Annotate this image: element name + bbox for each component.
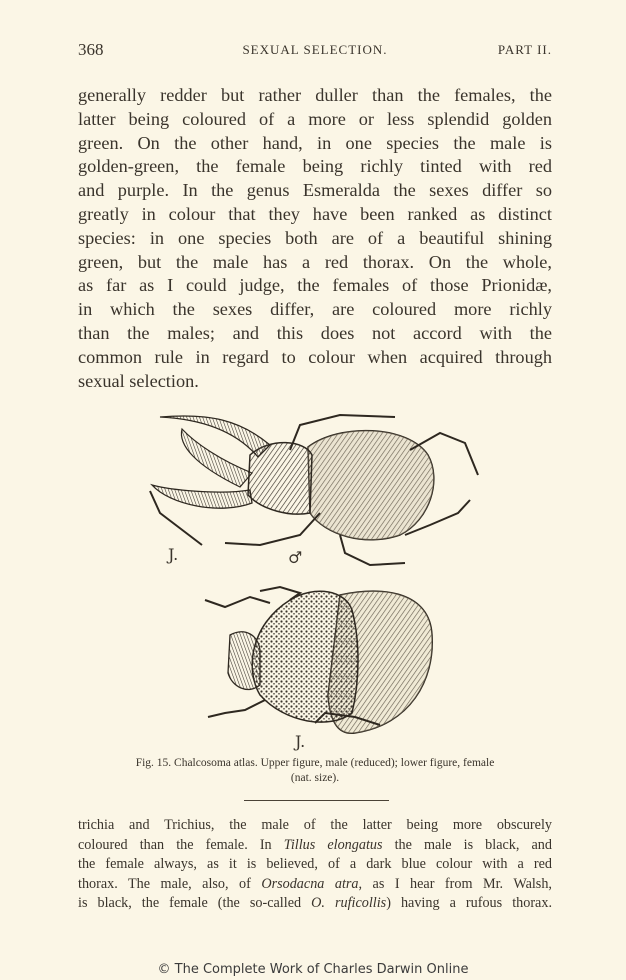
text-line: green. On the other hand, in one species the male is [78, 132, 552, 153]
male-symbol: ♂ [288, 548, 303, 567]
beetle-engraving [140, 395, 490, 755]
text-line: generally redder but rather duller than the females, the [78, 85, 552, 105]
small-text-line: thorax. The male, also, of Orsodacna atra, as I hear from Mr. Walsh, [78, 875, 552, 892]
engraver-signature-upper: J. [168, 545, 179, 564]
text-line: green, but the male has a red thorax. On the whole, [78, 251, 552, 272]
small-print-paragraph [78, 816, 552, 914]
running-title: SEXUAL SELECTION. [242, 42, 388, 57]
copyright-footer: © The Complete Work of Charles Darwin Online [157, 962, 469, 977]
figure-caption [90, 756, 540, 786]
engraver-signature-lower: J. [295, 732, 306, 751]
text-line: sexual selection. [78, 370, 199, 391]
section-divider [244, 800, 389, 801]
part-label: PART II. [497, 42, 552, 57]
text-line: common rule in regard to colour when acquired through [78, 346, 552, 367]
italic-term: O. ruficollis [311, 895, 387, 911]
body-paragraph [78, 84, 552, 393]
page-header [78, 40, 552, 62]
small-text-line: trichia and Trichius, the male of the latter being more obscurely [78, 817, 552, 833]
male-beetle-drawing [150, 415, 478, 567]
caption-line-1: Fig. 15. Chalcosoma atlas. Upper figure, male (reduced); lower figure, female [135, 757, 495, 769]
text-line: and purple. In the genus Esmeralda the sexes differ so [78, 180, 552, 201]
page-number: 368 [78, 40, 104, 59]
text-line: than the males; and this does not accord with the [78, 322, 552, 343]
small-text-line: coloured than the female. In Tillus elongatus the male is black, and [78, 836, 552, 853]
female-beetle-drawing [205, 587, 432, 751]
text-line: latter being coloured of a more or less splendid golden [78, 108, 552, 129]
caption-line-2: (nat. size). [290, 772, 340, 784]
small-text-line: is black, the female (the so-called O. ruficollis) having a rufous thorax. [78, 895, 552, 911]
text-line: species: in one species both are of a beautiful shining [78, 227, 552, 248]
text-line: in which the sexes differ, are coloured more richly [78, 299, 552, 320]
italic-term: Tillus elongatus [283, 836, 383, 853]
text-line: as far as I could judge, the females of those Prionidæ, [78, 275, 552, 296]
figure-chalcosoma-atlas [140, 395, 490, 755]
text-line: golden-green, the female being richly tinted with red [78, 156, 552, 177]
text-line: greatly in colour that they have been ranked as distinct [78, 203, 552, 224]
italic-term: Orsodacna atra [261, 875, 359, 892]
small-text-line: the female always, as it is believed, of a dark blue colour with a red [78, 856, 552, 872]
